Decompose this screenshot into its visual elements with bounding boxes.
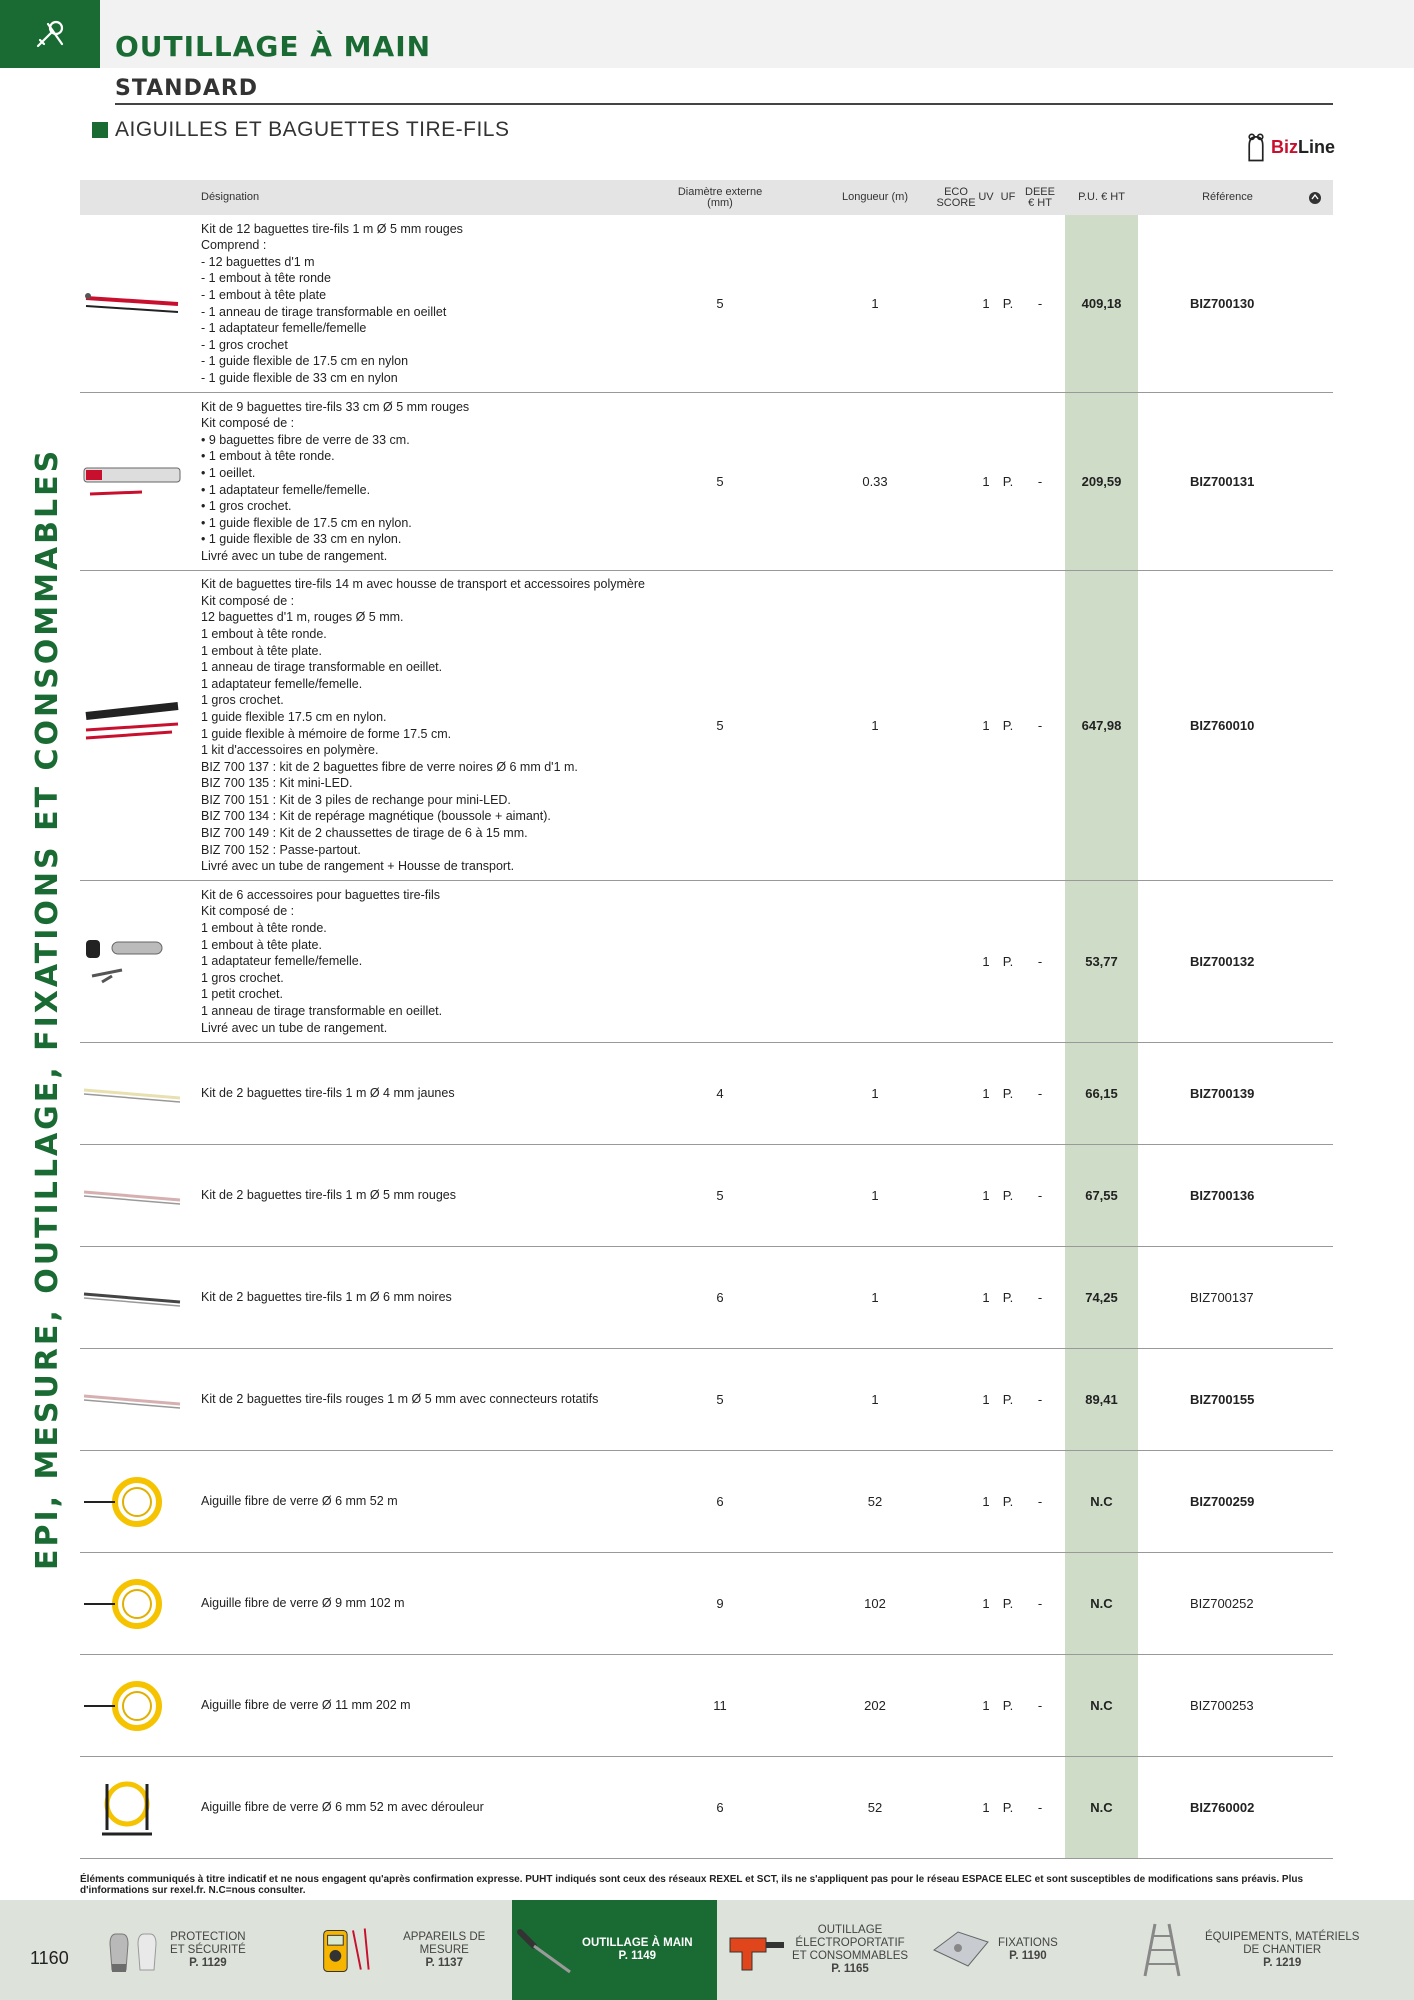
cell-pu: 409,18 [1081, 296, 1122, 311]
table-row [80, 1247, 1333, 1349]
power-drill-icon [722, 1920, 792, 1980]
cell-reference: BIZ700252 [1190, 1596, 1254, 1611]
cell-reference: BIZ700136 [1190, 1188, 1255, 1203]
cell-uv: 1 [982, 1800, 990, 1815]
product-designation: Kit de 9 baguettes tire-fils 33 cm Ø 5 mm rouges Kit composé de : • 9 baguettes fibre de verre de 33 cm. • 1 embout à tête ronde. • 1 oeillet. • 1 adaptateur femelle/femelle. • 1 gros crochet. • 1 guide flexible de 17.5 cm en nylon. • 1 guide flexible de 33 cm en nylon. Livré avec un tube de rangement. [201, 399, 470, 563]
ladder-icon [1135, 1920, 1205, 1980]
cell-uv: 1 [982, 474, 990, 489]
cell-pu: 53,77 [1085, 954, 1118, 969]
cell-uf: P. [1002, 1596, 1014, 1611]
product-image [82, 1778, 182, 1838]
table-row [80, 571, 1333, 881]
product-designation: Kit de 2 baguettes tire-fils 1 m Ø 4 mm jaunes [201, 1086, 455, 1101]
nav-equipements[interactable] [1135, 1900, 1375, 2000]
product-image [82, 452, 182, 512]
cell-pu: N.C [1090, 1800, 1113, 1815]
nav-page: P. 1149 [618, 1950, 657, 1962]
cell-deee: - [1037, 474, 1043, 489]
header-diametre: Diamètre externe (mm) [677, 185, 763, 209]
product-designation: Aiguille fibre de verre Ø 6 mm 52 m avec dérouleur [201, 1800, 484, 1815]
bizline-bear-icon [1245, 129, 1267, 165]
screwdriver-icon [512, 1920, 582, 1980]
cell-uf: P. [1002, 1698, 1014, 1713]
nav-label: FIXATIONS [998, 1937, 1058, 1949]
bracket-icon [928, 1920, 998, 1980]
nav-mesure[interactable] [310, 1900, 510, 2000]
product-designation: Kit de 12 baguettes tire-fils 1 m Ø 5 mm rouges Comprend : - 12 baguettes d'1 m - 1 embout à tête ronde - 1 embout à tête plate - 1 anneau de tirage transformable en oeillet - 1 adaptateur femelle/femelle - 1 gros crochet - 1 guide flexible de 17.5 cm en nylon - 1 guide flexible de 33 cm en nylon [201, 221, 463, 385]
cell-deee: - [1037, 1596, 1043, 1611]
wrench-screwdriver-icon [30, 14, 70, 54]
product-designation: Aiguille fibre de verre Ø 11 mm 202 m [201, 1698, 411, 1713]
table-row [80, 881, 1333, 1043]
cell-deee: - [1037, 954, 1043, 969]
cell-uv: 1 [982, 1392, 990, 1407]
cell-reference: BIZ700131 [1190, 474, 1255, 489]
table-row [80, 1553, 1333, 1655]
cell-reference: BIZ700259 [1190, 1494, 1255, 1509]
cell-reference: BIZ700139 [1190, 1086, 1255, 1101]
page-title: OUTILLAGE À MAIN [115, 30, 432, 63]
gloves-icon [100, 1920, 170, 1980]
table-row [80, 1349, 1333, 1451]
header-uf: UF [1000, 191, 1016, 203]
cell-diametre: 5 [716, 718, 724, 733]
cell-pu: N.C [1090, 1698, 1113, 1713]
cell-diametre: 5 [716, 474, 724, 489]
cell-reference: BIZ700132 [1190, 954, 1255, 969]
cell-longueur [840, 881, 910, 1042]
page-number: 1160 [30, 1948, 69, 1968]
cell-diametre: 6 [716, 1290, 724, 1305]
table-row [80, 1145, 1333, 1247]
header-uv: UV [978, 191, 994, 203]
nav-label: PROTECTION ET SÉCURITÉ [170, 1930, 246, 1956]
cell-longueur: 1 [871, 1188, 879, 1203]
cell-reference: BIZ700137 [1190, 1290, 1254, 1305]
product-image [82, 1676, 182, 1736]
cell-longueur: 1 [871, 296, 879, 311]
product-image [82, 1166, 182, 1226]
nav-page: P. 1129 [189, 1956, 227, 1969]
product-designation: Aiguille fibre de verre Ø 6 mm 52 m [201, 1494, 398, 1509]
cell-longueur: 1 [871, 1086, 879, 1101]
nav-label: ÉQUIPEMENTS, MATÉRIELS DE CHANTIER [1205, 1930, 1360, 1956]
table-header [80, 180, 1333, 215]
nav-page: P. 1165 [831, 1963, 869, 1975]
cell-deee: - [1037, 1188, 1043, 1203]
cell-reference: BIZ700130 [1190, 296, 1255, 311]
cell-uv: 1 [982, 1290, 990, 1305]
nav-protection[interactable] [100, 1900, 300, 2000]
hand-tools-icon [0, 0, 100, 68]
nav-page: P. 1190 [1009, 1950, 1047, 1962]
cell-uf: P. [1002, 1392, 1014, 1407]
nav-page: P. 1137 [425, 1956, 463, 1969]
cell-uv: 1 [982, 718, 990, 733]
product-image [82, 1268, 182, 1328]
header-pu: P.U. € HT [1078, 191, 1125, 203]
cell-diametre: 9 [716, 1596, 724, 1611]
header-reference: Référence [1202, 191, 1253, 203]
side-category-title: EPI, MESURE, OUTILLAGE, FIXATIONS ET CONSOMMABLES [30, 447, 65, 1570]
cell-uf: P. [1002, 1086, 1014, 1101]
product-image [82, 274, 182, 334]
table-row [80, 215, 1333, 393]
cell-pu: N.C [1090, 1494, 1113, 1509]
cell-diametre: 6 [716, 1800, 724, 1815]
cell-diametre: 5 [716, 1392, 724, 1407]
cell-diametre [665, 881, 775, 1042]
table-row [80, 1451, 1333, 1553]
cell-uv: 1 [982, 1086, 990, 1101]
nav-outillage-main[interactable] [512, 1900, 717, 2000]
cell-uv: 1 [982, 1596, 990, 1611]
product-table [80, 180, 1333, 1859]
cell-pu: 67,55 [1085, 1188, 1118, 1203]
nav-label: OUTILLAGE À MAIN [582, 1937, 693, 1949]
cell-diametre: 6 [716, 1494, 724, 1509]
cell-uv: 1 [982, 1494, 990, 1509]
product-image [82, 1370, 182, 1430]
cell-deee: - [1037, 1086, 1043, 1101]
cell-deee: - [1037, 1494, 1043, 1509]
cell-diametre: 5 [716, 296, 724, 311]
cell-pu: 89,41 [1085, 1392, 1118, 1407]
cell-deee: - [1037, 1698, 1043, 1713]
cell-uv: 1 [982, 296, 990, 311]
nav-electroportatif[interactable] [722, 1900, 922, 2000]
cell-diametre: 4 [716, 1086, 724, 1101]
product-designation: Kit de 2 baguettes tire-fils 1 m Ø 6 mm noires [201, 1290, 452, 1305]
cell-uf: P. [1002, 1290, 1014, 1305]
cell-deee: - [1037, 1290, 1043, 1305]
header-eco-score: ECO SCORE [936, 185, 976, 209]
cell-longueur: 52 [867, 1800, 883, 1815]
cell-uv: 1 [982, 1188, 990, 1203]
cell-reference: BIZ760002 [1190, 1800, 1255, 1815]
nav-label: OUTILLAGE ÉLECTROPORTATIF ET CONSOMMABLES [792, 1924, 909, 1962]
cell-uf: P. [1002, 1800, 1014, 1815]
footnote: Éléments communiqués à titre indicatif et ne nous engagent qu'après confirmation expresse. PUHT indiqués sont ceux des réseaux REXEL et SCT, ils ne s'appliquent pas pour le réseau ESPACE ELEC et sont susceptibles de modifications sans préavis. Plus d'informations sur rexel.fr. N.C=nous consulter. [80, 1874, 1304, 1896]
cell-deee: - [1037, 1392, 1043, 1407]
cell-uf: P. [1002, 1188, 1014, 1203]
page-subtitle: STANDARD [115, 76, 259, 101]
product-designation: Kit de 2 baguettes tire-fils 1 m Ø 5 mm rouges [201, 1188, 456, 1203]
cell-uf: P. [1002, 718, 1014, 733]
product-designation: Kit de 6 accessoires pour baguettes tire-fils Kit composé de : 1 embout à tête ronde. 1 embout à tête plate. 1 adaptateur femelle/femelle. 1 gros crochet. 1 petit crochet. 1 anneau de tirage transformable en oeillet. Livré avec un tube de rangement. [201, 887, 443, 1035]
cell-longueur: 52 [867, 1494, 883, 1509]
nav-label: APPAREILS DE MESURE [403, 1930, 486, 1956]
cell-longueur: 202 [864, 1698, 886, 1713]
header-designation: Désignation [201, 191, 260, 203]
bizline-logo [1245, 127, 1335, 167]
cell-uf: P. [1002, 1494, 1014, 1509]
cell-uv: 1 [982, 1698, 990, 1713]
cell-diametre: 11 [713, 1698, 727, 1713]
table-row [80, 393, 1333, 571]
cell-longueur: 1 [871, 1290, 879, 1305]
nav-page: P. 1219 [1263, 1956, 1302, 1969]
cell-longueur: 1 [871, 1392, 879, 1407]
cell-pu: 209,59 [1081, 474, 1122, 489]
cell-deee: - [1037, 718, 1043, 733]
cell-uv: 1 [982, 954, 990, 969]
cell-pu: 66,15 [1085, 1086, 1118, 1101]
cell-uf: P. [1002, 296, 1014, 311]
cell-reference: BIZ700253 [1190, 1698, 1254, 1713]
product-image [82, 1574, 182, 1634]
cell-deee: - [1037, 1800, 1043, 1815]
table-row [80, 1757, 1333, 1859]
cell-longueur: 0.33 [862, 474, 888, 489]
recycle-icon [1305, 180, 1325, 215]
cell-diametre: 5 [716, 1188, 724, 1203]
section-marker [92, 122, 108, 138]
header-divider [115, 103, 1333, 105]
cell-pu: 74,25 [1085, 1290, 1118, 1305]
cell-uf: P. [1002, 954, 1014, 969]
cell-pu: 647,98 [1081, 718, 1122, 733]
product-image [82, 1064, 182, 1124]
multimeter-icon [310, 1920, 378, 1980]
product-designation: Kit de baguettes tire-fils 14 m avec housse de transport et accessoires polymère Kit composé de : 12 baguettes d'1 m, rouges Ø 5 mm. 1 embout à tête ronde. 1 embout à tête plate. 1 anneau de tirage transformable en oeillet. 1 adaptateur femelle/femelle. 1 gros crochet. 1 guide flexible 17.5 cm en nylon. 1 guide flexible à mémoire de forme 17.5 cm. 1 kit d'accessoires en polymère. BIZ 700 137 : kit de 2 baguettes fibre de verre noires Ø 6 mm d'1 m. BIZ 700 135 : Kit mini-LED. BIZ 700 151 : Kit de 3 piles de rechange pour mini-LED. BIZ 700 134 : Kit de repérage magnétique (boussole + aimant). BIZ 700 149 : Kit de 2 chaussettes de tirage de 6 à 15 mm. BIZ 700 152 : Passe-partout. Livré avec un tube de rangement + Housse de transport. [201, 577, 645, 874]
cell-longueur: 1 [871, 718, 879, 733]
cell-uf: P. [1002, 474, 1014, 489]
table-row [80, 1655, 1333, 1757]
product-designation: Aiguille fibre de verre Ø 9 mm 102 m [201, 1596, 405, 1611]
cell-deee: - [1037, 296, 1043, 311]
product-image [82, 1472, 182, 1532]
cell-reference: BIZ760010 [1190, 718, 1255, 733]
section-title: AIGUILLES ET BAGUETTES TIRE-FILS [115, 118, 510, 141]
table-row [80, 1043, 1333, 1145]
brand-name: BizLine [1270, 136, 1335, 157]
product-image [82, 696, 182, 756]
product-designation: Kit de 2 baguettes tire-fils rouges 1 m Ø 5 mm avec connecteurs rotatifs [201, 1392, 599, 1407]
nav-fixations[interactable] [928, 1900, 1128, 2000]
cell-pu: N.C [1090, 1596, 1113, 1611]
product-image [82, 932, 182, 992]
cell-reference: BIZ700155 [1190, 1392, 1255, 1407]
cell-longueur: 102 [864, 1596, 886, 1611]
header-longueur: Longueur (m) [841, 191, 909, 203]
header-deee: DEEE € HT [1025, 185, 1055, 209]
